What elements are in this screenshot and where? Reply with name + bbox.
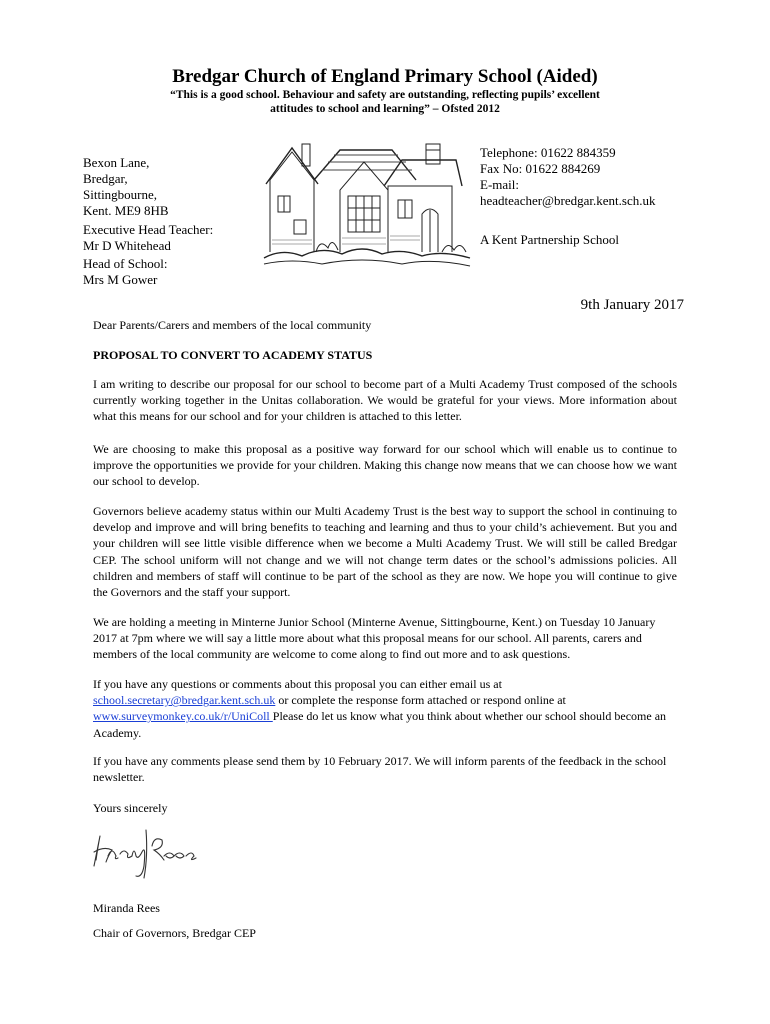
signer-name: Miranda Rees: [93, 901, 160, 915]
letter-heading: PROPOSAL TO CONVERT TO ACADEMY STATUS: [93, 348, 373, 362]
paragraph-1: I am writing to describe our proposal for our school to become part of a Multi Academy Trust composed of the schools currently working together in the Unitas collaboration. We would be grateful for your views. More information about what this means for our school and for your children is attached to this letter.: [93, 377, 677, 424]
school-building-illustration: [262, 140, 472, 270]
partnership-school: A Kent Partnership School: [480, 232, 620, 247]
paragraph-6: If you have any comments please send them by 10 February 2017. We will inform parents of the feedback in the school newsletter.: [93, 754, 667, 785]
paragraph-2: We are choosing to make this proposal as a positive way forward for our school which will enable us to continue to improve the opportunities we provide for your children. Making this change now means that we can choose how we want our school to develop.: [93, 442, 677, 489]
survey-link[interactable]: www.surveymonkey.co.uk/r/UniColl: [93, 709, 273, 724]
head-of-school-block: Head of School: Mrs M Gower: [83, 256, 168, 287]
contact-details: [480, 145, 655, 209]
salutation: Dear Parents/Carers and members of the local community: [93, 318, 372, 332]
ofsted-quote: “This is a good school. Behaviour and safety are outstanding, reflecting pupils’ excellent attitudes to school and learning” – Ofsted 2012: [170, 89, 600, 115]
paragraph-3: Governors believe academy status within our Multi Academy Trust is the best way to support the school in continuing to develop and improve and will bring benefits to teaching and learning and thus to your child’s achievement. But you and your children will see little visible difference when we become a Multi Academy Trust. We will still be called Bredgar CEP. The school uniform will not change and we will not change term dates or the school’s admissions policies. All children and members of staff will continue to be part of the school as they are now. We hope you will continue to give the Governors and the staff your support.: [93, 504, 677, 600]
paragraph-5: If you have any questions or comments about this proposal you can either email us at school.secretary@bredgar.kent.sch.uk or complete the response form attached or respond online at www.surveymonkey.co.uk/r/UniColl Please do let us know what you think about whether our school should become an Academy.: [93, 677, 667, 740]
school-secretary-email-link[interactable]: school.secretary@bredgar.kent.sch.uk: [93, 693, 276, 708]
executive-head-block: Executive Head Teacher: Mr D Whitehead: [83, 222, 214, 253]
telephone: Telephone: 01622 884359: [480, 145, 616, 160]
signature: [90, 826, 200, 886]
paragraph-4: We are holding a meeting in Minterne Junior School (Minterne Avenue, Sittingbourne, Kent.) on Tuesday 10 January 2017 at 7pm where we will say a little more about what this proposal means for our school. All parents, carers and members of the local community are welcome to come along to find out more and to ask questions.: [93, 615, 656, 662]
school-address: Bexon Lane, Bredgar, Sittingbourne, Kent. ME9 8HB: [83, 155, 169, 218]
letter-date: 9th January 2017: [580, 297, 684, 313]
closing: Yours sincerely: [93, 801, 168, 815]
fax: Fax No: 01622 884269: [480, 161, 601, 176]
email-address: headteacher@bredgar.kent.sch.uk: [480, 193, 656, 208]
email-label: E-mail:: [480, 177, 519, 192]
school-name: Bredgar Church of England Primary School (Aided): [172, 66, 598, 87]
signer-title: Chair of Governors, Bredgar CEP: [93, 926, 256, 940]
